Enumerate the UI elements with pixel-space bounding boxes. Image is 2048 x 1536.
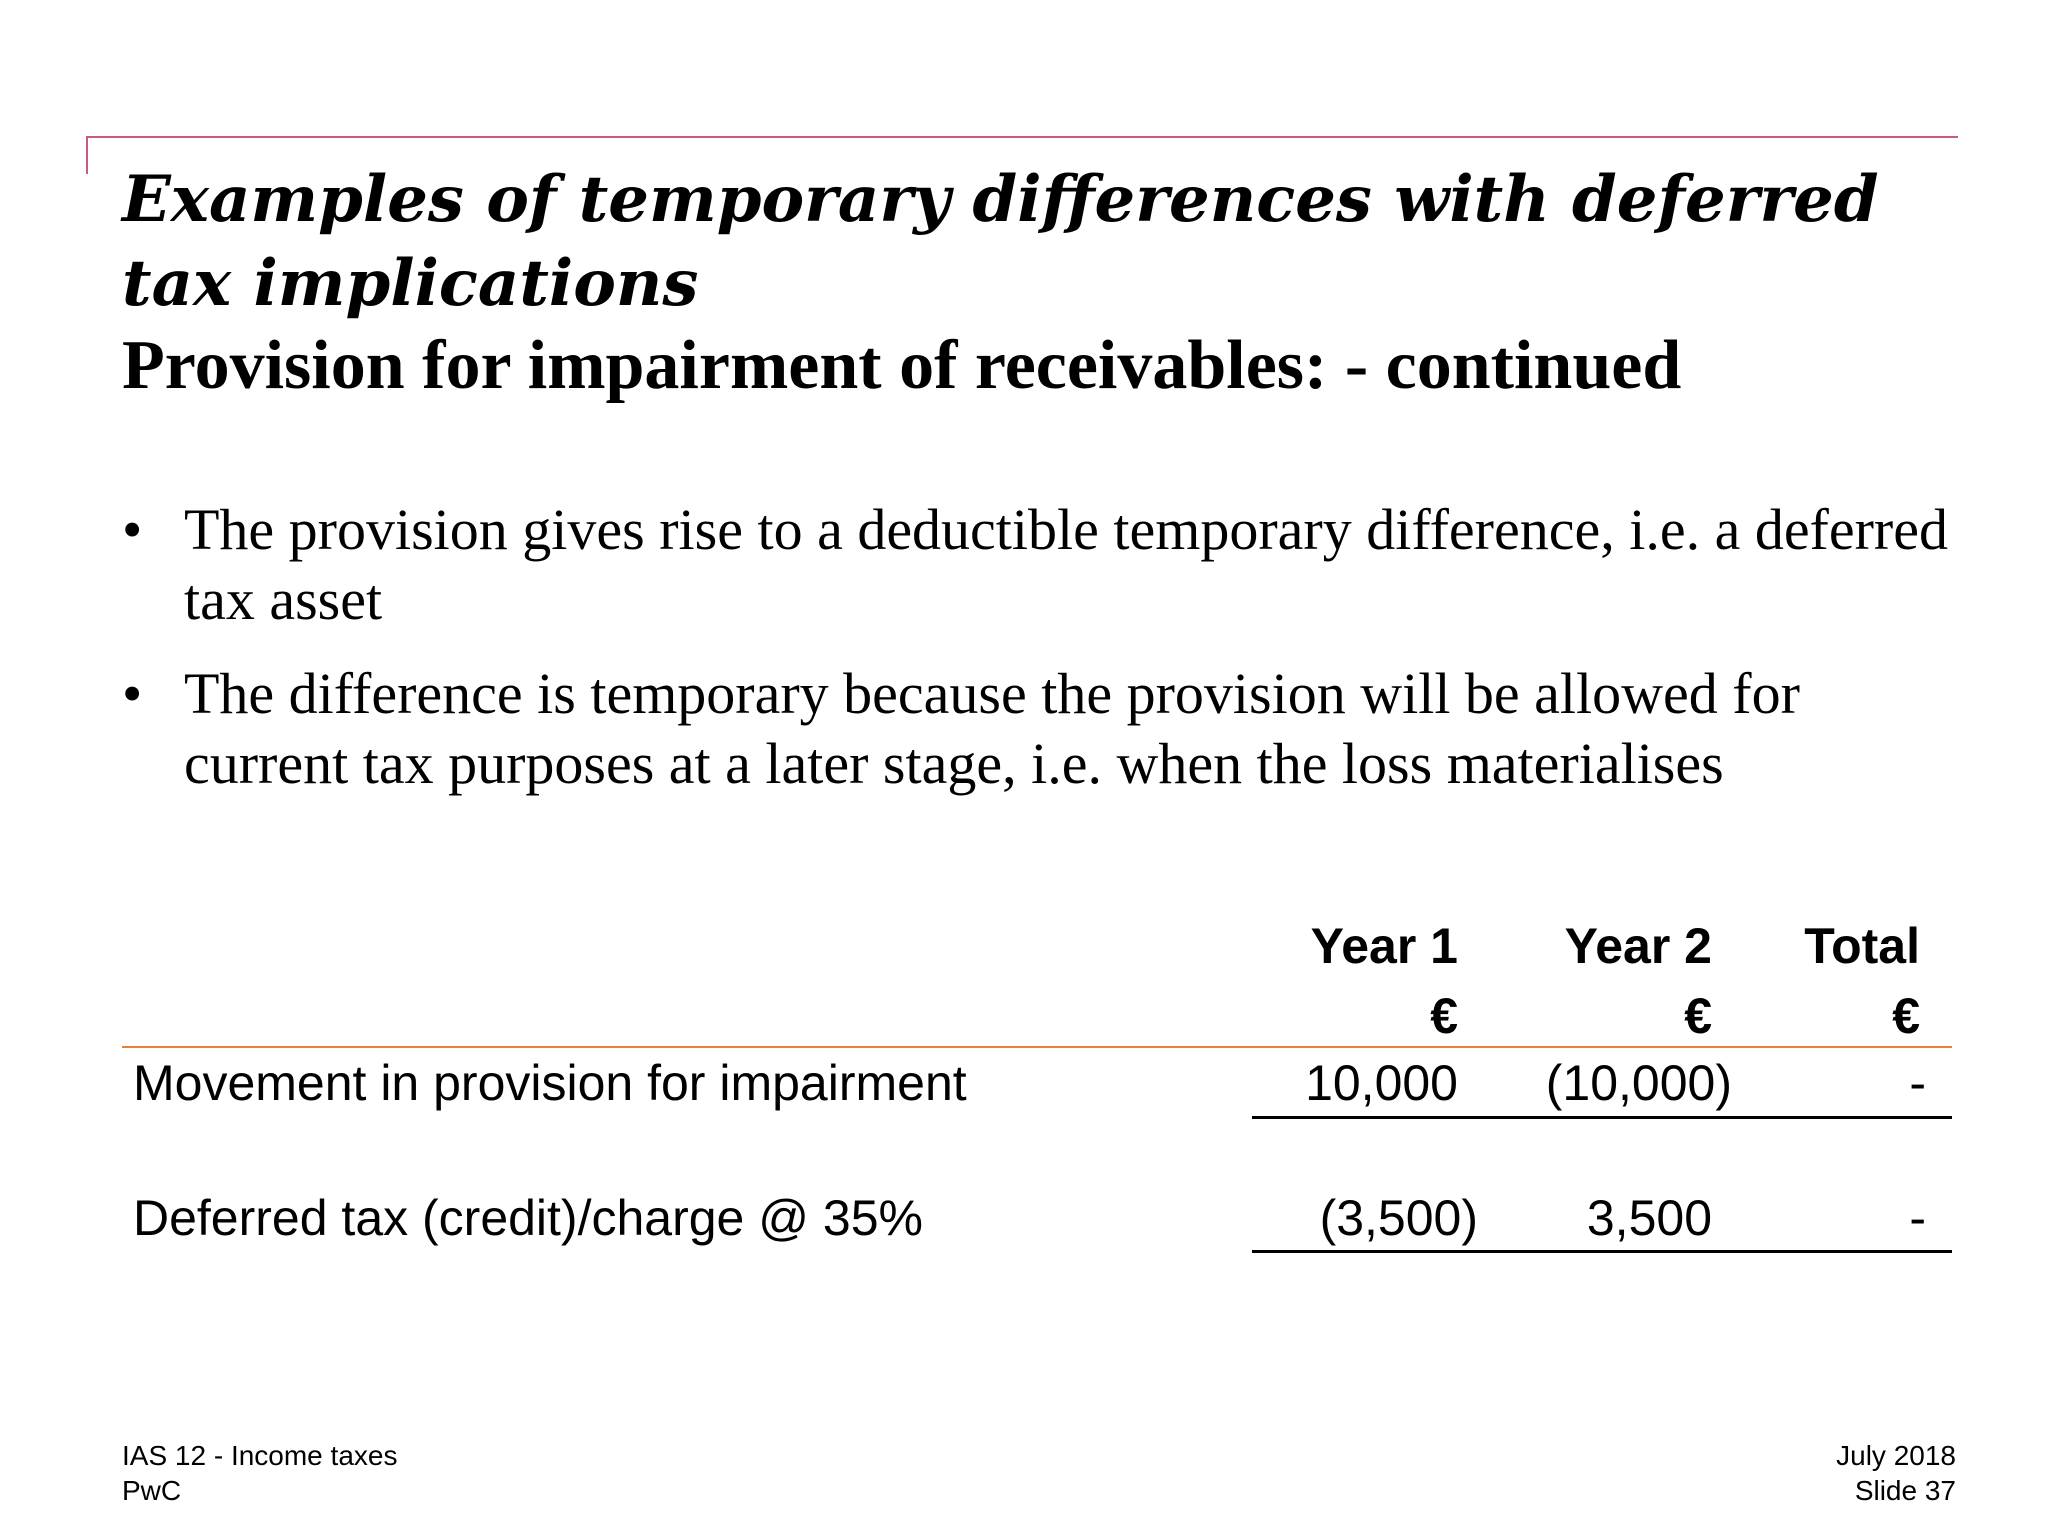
bullet-text: The provision gives rise to a deductible temporary difference, i.e. a deferred tax asset	[184, 497, 1948, 632]
row-deferred-tax-underline	[1252, 1250, 1952, 1253]
header-rule	[86, 136, 1958, 138]
header-total: Total	[1804, 918, 1920, 974]
bullet-item	[122, 659, 1962, 799]
row-movement-total: -	[1909, 1055, 1926, 1111]
row-label-movement: Movement in provision for impairment	[133, 1055, 967, 1111]
bullet-icon: •	[122, 497, 143, 562]
footer-right	[1700, 1438, 1956, 1508]
bullet-list	[122, 495, 1962, 823]
currency-total: €	[1892, 988, 1920, 1044]
footer-left	[122, 1438, 397, 1508]
bullet-icon: •	[122, 661, 143, 726]
footer-topic: IAS 12 - Income taxes	[122, 1440, 398, 1471]
slide-title: Examples of temporary differences with deferred tax implications	[122, 162, 1879, 321]
header-year-2: Year 2	[1564, 918, 1712, 974]
footer-slide-number: Slide 37	[1854, 1475, 1956, 1506]
row-deferred-tax-year-1: (3,500)	[1319, 1190, 1478, 1246]
footer-company: PwC	[122, 1475, 182, 1506]
header-rule-tick	[86, 136, 88, 174]
row-movement-year-1: 10,000	[1305, 1055, 1458, 1111]
table-header-rule	[122, 1046, 1952, 1048]
bullet-text: The difference is temporary because the provision will be allowed for current tax purposes at a later stage, i.e. when the loss materialises	[184, 661, 1800, 796]
row-movement-year-2: (10,000)	[1545, 1055, 1732, 1111]
row-movement-underline	[1252, 1116, 1952, 1119]
currency-year-2: €	[1684, 988, 1712, 1044]
currency-year-1: €	[1430, 988, 1458, 1044]
row-deferred-tax-year-2: 3,500	[1586, 1190, 1712, 1246]
bullet-item	[122, 495, 1962, 635]
header-year-1: Year 1	[1310, 918, 1458, 974]
row-label-deferred-tax: Deferred tax (credit)/charge @ 35%	[133, 1190, 923, 1246]
footer-date: July 2018	[1836, 1440, 1956, 1471]
row-deferred-tax-total: -	[1909, 1190, 1926, 1246]
slide-subtitle: Provision for impairment of receivables: - continued	[122, 327, 1682, 404]
